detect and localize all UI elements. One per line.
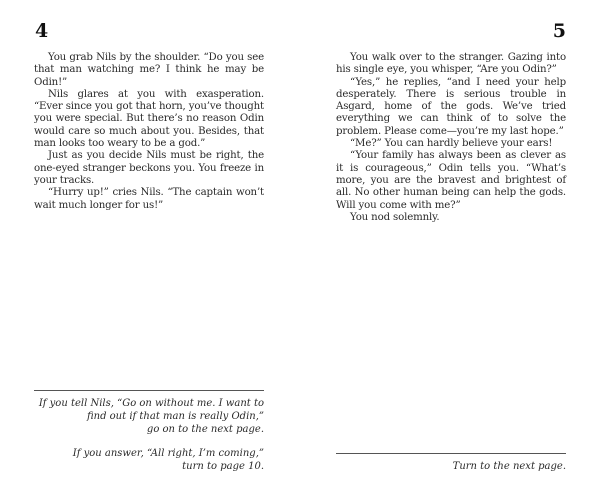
paragraph: You walk over to the stranger. Gazing into his single eye, you whisper, “Are you Odin?”	[336, 52, 566, 76]
paragraph: You nod solemnly.	[350, 211, 440, 223]
story-text	[336, 52, 566, 224]
choice-line: Turn to the next page.	[452, 461, 566, 472]
choice-page-10	[34, 447, 264, 473]
choice-line: go on to the next page.	[146, 424, 264, 435]
choice-line: turn to page 10.	[182, 461, 264, 472]
paragraph: “Me?” You can hardly believe your ears!	[350, 138, 553, 150]
choice-line: If you tell Nils, “Go on without me. I want to	[38, 398, 264, 409]
page-number: 4	[35, 20, 49, 42]
choice-divider	[336, 453, 566, 454]
choices	[34, 397, 264, 484]
paragraph: “Your family has always been as clever as it is courageous,” Odin tells you. “What’s more, you are the bravest and brightest of all. No other human being can help the gods. Will you come with me?”	[336, 150, 566, 211]
right-page	[300, 0, 600, 492]
paragraph: You grab Nils by the shoulder. “Do you see that man watching me? I think he may be Odin!”	[34, 52, 264, 88]
paragraph: “Hurry up!” cries Nils. “The captain won’t wait much longer for us!”	[34, 187, 264, 211]
story-text	[34, 52, 264, 212]
page-number: 5	[552, 20, 566, 42]
choice-next-page	[336, 460, 566, 473]
choice-divider	[34, 390, 264, 391]
paragraph: “Yes,” he replies, “and I need your help desperately. There is serious trouble in Asgard, home of the gods. We’ve tried everything we can think of to solve the problem. Please come—you’re my last hope.”	[336, 76, 566, 137]
choice-line: If you answer, “All right, I’m coming,”	[72, 448, 264, 459]
choice-line: find out if that man is really Odin,”	[86, 411, 264, 422]
paragraph: Just as you decide Nils must be right, the one-eyed stranger beckons you. You freeze in your tracks.	[34, 150, 264, 186]
paragraph: Nils glares at you with exasperation. “Ever since you got that horn, you’ve thought you were special. But there’s no reason Odin would care so much about you. Besides, that man looks too weary to be a god.”	[34, 88, 264, 150]
choice-next-page	[34, 397, 264, 436]
choices	[336, 460, 566, 484]
